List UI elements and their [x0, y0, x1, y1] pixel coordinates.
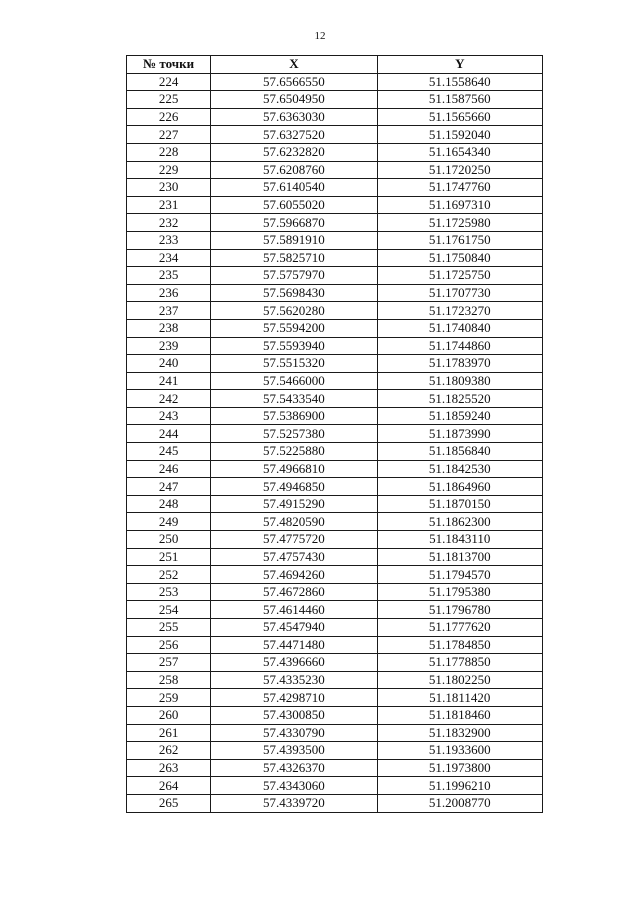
- cell-point-number: 236: [127, 284, 211, 302]
- table-row: [127, 601, 543, 619]
- cell-y: 51.1859240: [377, 407, 542, 425]
- cell-x: 57.5515320: [211, 355, 377, 373]
- cell-y: 51.1697310: [377, 196, 542, 214]
- table-row: [127, 636, 543, 654]
- header-y: Y: [377, 56, 542, 74]
- table-row: [127, 319, 543, 337]
- cell-y: 51.1832900: [377, 724, 542, 742]
- cell-y: 51.1811420: [377, 689, 542, 707]
- cell-y: 51.1654340: [377, 143, 542, 161]
- table-row: [127, 443, 543, 461]
- table-row: [127, 91, 543, 109]
- table-row: [127, 495, 543, 513]
- cell-y: 51.1813700: [377, 548, 542, 566]
- cell-x: 57.4547940: [211, 619, 377, 637]
- cell-point-number: 234: [127, 249, 211, 267]
- table-row: [127, 759, 543, 777]
- cell-y: 51.1870150: [377, 495, 542, 513]
- cell-x: 57.5386900: [211, 407, 377, 425]
- table-row: [127, 478, 543, 496]
- cell-point-number: 224: [127, 73, 211, 91]
- header-x: X: [211, 56, 377, 74]
- cell-y: 51.1784850: [377, 636, 542, 654]
- cell-x: 57.6504950: [211, 91, 377, 109]
- table-row: [127, 179, 543, 197]
- cell-y: 51.1873990: [377, 425, 542, 443]
- cell-point-number: 238: [127, 319, 211, 337]
- table-row: [127, 671, 543, 689]
- table-row: [127, 777, 543, 795]
- cell-x: 57.5225880: [211, 443, 377, 461]
- table-row: [127, 531, 543, 549]
- cell-x: 57.4946850: [211, 478, 377, 496]
- table-row: [127, 460, 543, 478]
- cell-y: 51.1933600: [377, 742, 542, 760]
- cell-point-number: 227: [127, 126, 211, 144]
- cell-x: 57.4396660: [211, 654, 377, 672]
- cell-x: 57.5594200: [211, 319, 377, 337]
- coordinates-table: [126, 55, 543, 813]
- cell-point-number: 225: [127, 91, 211, 109]
- cell-point-number: 251: [127, 548, 211, 566]
- table-row: [127, 566, 543, 584]
- cell-point-number: 226: [127, 108, 211, 126]
- table-row: [127, 724, 543, 742]
- cell-y: 51.1794570: [377, 566, 542, 584]
- cell-y: 51.1744860: [377, 337, 542, 355]
- table-row: [127, 794, 543, 812]
- cell-point-number: 258: [127, 671, 211, 689]
- cell-x: 57.5433540: [211, 390, 377, 408]
- cell-point-number: 229: [127, 161, 211, 179]
- table-row: [127, 126, 543, 144]
- cell-y: 51.1750840: [377, 249, 542, 267]
- table-row: [127, 513, 543, 531]
- cell-x: 57.4915290: [211, 495, 377, 513]
- cell-y: 51.1856840: [377, 443, 542, 461]
- table-row: [127, 619, 543, 637]
- cell-point-number: 264: [127, 777, 211, 795]
- cell-point-number: 265: [127, 794, 211, 812]
- table-row: [127, 390, 543, 408]
- cell-point-number: 254: [127, 601, 211, 619]
- cell-y: 51.2008770: [377, 794, 542, 812]
- table-row: [127, 407, 543, 425]
- cell-y: 51.1818460: [377, 706, 542, 724]
- cell-y: 51.1777620: [377, 619, 542, 637]
- cell-y: 51.1761750: [377, 231, 542, 249]
- cell-x: 57.6208760: [211, 161, 377, 179]
- cell-y: 51.1725980: [377, 214, 542, 232]
- cell-y: 51.1796780: [377, 601, 542, 619]
- cell-x: 57.4775720: [211, 531, 377, 549]
- table-row: [127, 355, 543, 373]
- cell-point-number: 257: [127, 654, 211, 672]
- cell-x: 57.4326370: [211, 759, 377, 777]
- table-row: [127, 706, 543, 724]
- cell-point-number: 237: [127, 302, 211, 320]
- cell-point-number: 245: [127, 443, 211, 461]
- cell-y: 51.1842530: [377, 460, 542, 478]
- cell-y: 51.1843110: [377, 531, 542, 549]
- table-header-row: [127, 56, 543, 74]
- cell-x: 57.4330790: [211, 724, 377, 742]
- cell-y: 51.1740840: [377, 319, 542, 337]
- cell-y: 51.1778850: [377, 654, 542, 672]
- table-row: [127, 249, 543, 267]
- cell-y: 51.1973800: [377, 759, 542, 777]
- cell-point-number: 260: [127, 706, 211, 724]
- cell-x: 57.5593940: [211, 337, 377, 355]
- cell-point-number: 235: [127, 267, 211, 285]
- table-row: [127, 583, 543, 601]
- cell-y: 51.1725750: [377, 267, 542, 285]
- cell-y: 51.1720250: [377, 161, 542, 179]
- cell-x: 57.6055020: [211, 196, 377, 214]
- table-row: [127, 372, 543, 390]
- cell-x: 57.6566550: [211, 73, 377, 91]
- cell-x: 57.4339720: [211, 794, 377, 812]
- cell-x: 57.4335230: [211, 671, 377, 689]
- cell-point-number: 246: [127, 460, 211, 478]
- table-row: [127, 337, 543, 355]
- cell-x: 57.4298710: [211, 689, 377, 707]
- cell-point-number: 248: [127, 495, 211, 513]
- header-point-number: № точки: [127, 56, 211, 74]
- cell-x: 57.4300850: [211, 706, 377, 724]
- table-row: [127, 654, 543, 672]
- table-row: [127, 548, 543, 566]
- cell-x: 57.6327520: [211, 126, 377, 144]
- table-row: [127, 214, 543, 232]
- cell-point-number: 262: [127, 742, 211, 760]
- table-row: [127, 73, 543, 91]
- table-row: [127, 143, 543, 161]
- table-row: [127, 231, 543, 249]
- cell-point-number: 244: [127, 425, 211, 443]
- cell-y: 51.1747760: [377, 179, 542, 197]
- table-row: [127, 267, 543, 285]
- cell-point-number: 263: [127, 759, 211, 777]
- cell-x: 57.6363030: [211, 108, 377, 126]
- cell-point-number: 261: [127, 724, 211, 742]
- cell-y: 51.1587560: [377, 91, 542, 109]
- cell-y: 51.1723270: [377, 302, 542, 320]
- cell-x: 57.4471480: [211, 636, 377, 654]
- cell-y: 51.1592040: [377, 126, 542, 144]
- cell-point-number: 228: [127, 143, 211, 161]
- table-row: [127, 689, 543, 707]
- cell-y: 51.1565660: [377, 108, 542, 126]
- page-number: 12: [314, 30, 326, 42]
- table-row: [127, 161, 543, 179]
- cell-y: 51.1783970: [377, 355, 542, 373]
- table-body: [127, 73, 543, 812]
- cell-x: 57.5257380: [211, 425, 377, 443]
- table-row: [127, 302, 543, 320]
- cell-point-number: 240: [127, 355, 211, 373]
- cell-x: 57.4343060: [211, 777, 377, 795]
- cell-point-number: 241: [127, 372, 211, 390]
- cell-point-number: 250: [127, 531, 211, 549]
- cell-x: 57.5891910: [211, 231, 377, 249]
- table-row: [127, 284, 543, 302]
- cell-x: 57.6232820: [211, 143, 377, 161]
- cell-x: 57.4966810: [211, 460, 377, 478]
- table-row: [127, 742, 543, 760]
- cell-point-number: 243: [127, 407, 211, 425]
- cell-y: 51.1795380: [377, 583, 542, 601]
- table-row: [127, 425, 543, 443]
- cell-point-number: 255: [127, 619, 211, 637]
- cell-y: 51.1809380: [377, 372, 542, 390]
- cell-x: 57.4694260: [211, 566, 377, 584]
- cell-point-number: 259: [127, 689, 211, 707]
- cell-x: 57.6140540: [211, 179, 377, 197]
- cell-point-number: 233: [127, 231, 211, 249]
- cell-point-number: 253: [127, 583, 211, 601]
- cell-y: 51.1802250: [377, 671, 542, 689]
- cell-x: 57.5757970: [211, 267, 377, 285]
- cell-y: 51.1825520: [377, 390, 542, 408]
- cell-y: 51.1707730: [377, 284, 542, 302]
- cell-x: 57.5698430: [211, 284, 377, 302]
- cell-point-number: 230: [127, 179, 211, 197]
- cell-x: 57.5620280: [211, 302, 377, 320]
- cell-x: 57.4614460: [211, 601, 377, 619]
- table-row: [127, 108, 543, 126]
- cell-point-number: 247: [127, 478, 211, 496]
- cell-y: 51.1996210: [377, 777, 542, 795]
- cell-point-number: 249: [127, 513, 211, 531]
- cell-point-number: 242: [127, 390, 211, 408]
- cell-x: 57.4757430: [211, 548, 377, 566]
- cell-point-number: 232: [127, 214, 211, 232]
- cell-x: 57.5966870: [211, 214, 377, 232]
- table-row: [127, 196, 543, 214]
- cell-point-number: 256: [127, 636, 211, 654]
- cell-y: 51.1558640: [377, 73, 542, 91]
- cell-x: 57.5466000: [211, 372, 377, 390]
- cell-x: 57.4672860: [211, 583, 377, 601]
- cell-point-number: 252: [127, 566, 211, 584]
- cell-point-number: 231: [127, 196, 211, 214]
- cell-x: 57.4820590: [211, 513, 377, 531]
- cell-x: 57.4393500: [211, 742, 377, 760]
- cell-y: 51.1862300: [377, 513, 542, 531]
- cell-point-number: 239: [127, 337, 211, 355]
- cell-y: 51.1864960: [377, 478, 542, 496]
- cell-x: 57.5825710: [211, 249, 377, 267]
